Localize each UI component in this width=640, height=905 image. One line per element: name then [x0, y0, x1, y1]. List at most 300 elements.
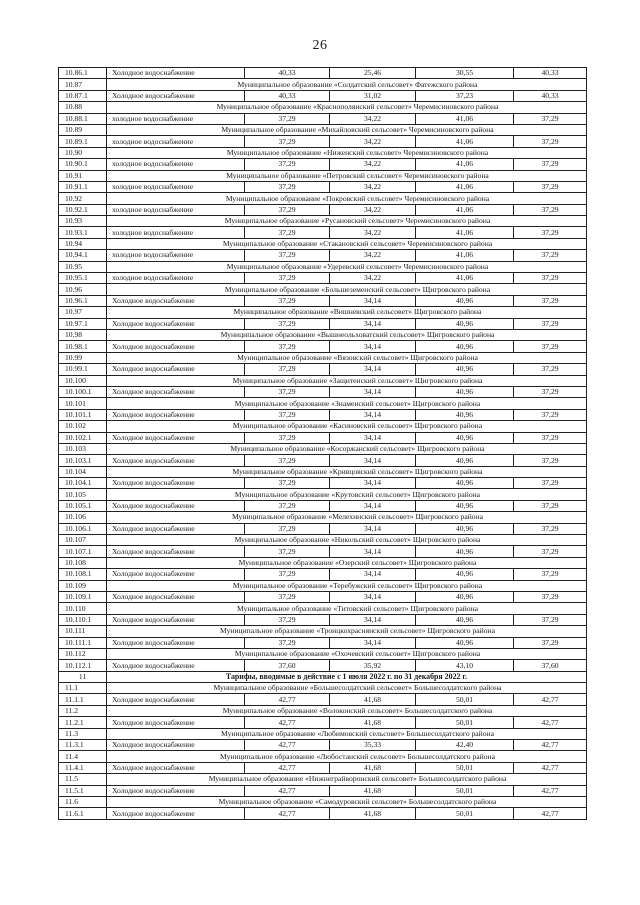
row-code: 11.1	[59, 683, 107, 694]
municipality-row	[59, 147, 587, 158]
tariff-value-2: 41,68	[330, 694, 416, 705]
tariff-value-3: 41,06	[416, 227, 514, 238]
tariff-value-3: 41,06	[416, 181, 514, 192]
municipality-row	[59, 375, 587, 386]
tariff-value-1: 42,77	[245, 694, 330, 705]
tariff-value-3: 50,01	[416, 694, 514, 705]
tariff-value-4: 37,29	[514, 546, 587, 557]
service-name: Холодное водоснабжение	[107, 68, 245, 79]
tariff-value-1: 37,29	[245, 500, 330, 511]
tariff-value-2: 34,14	[330, 432, 416, 443]
tariff-value-3: 40,96	[416, 409, 514, 420]
row-code: 10.107.1	[59, 546, 107, 557]
row-code: 11.2	[59, 705, 107, 716]
tariff-value-4: 37,29	[514, 204, 587, 215]
row-code: 10.92	[59, 193, 107, 204]
row-code: 10.104	[59, 466, 107, 477]
section-code: 11	[59, 671, 107, 682]
service-name: Холодное водоснабжение	[107, 295, 245, 306]
tariff-value-4: 42,77	[514, 808, 587, 819]
row-code: 10.97	[59, 307, 107, 318]
service-name: холодное водоснабжение	[107, 227, 245, 238]
tariff-value-2: 34,14	[330, 318, 416, 329]
tariff-row	[59, 295, 587, 306]
municipality-row	[59, 797, 587, 808]
service-name: холодное водоснабжение	[107, 250, 245, 261]
service-name: Холодное водоснабжение	[107, 455, 245, 466]
service-name: Холодное водоснабжение	[107, 740, 245, 751]
tariff-value-1: 37,29	[245, 478, 330, 489]
tariff-value-4: 37,29	[514, 432, 587, 443]
tariff-value-4: 37,29	[514, 136, 587, 147]
row-code: 10.95	[59, 261, 107, 272]
row-code: 10.87	[59, 79, 107, 90]
tariff-value-2: 34,14	[330, 364, 416, 375]
tariff-value-3: 30,55	[416, 68, 514, 79]
tariff-value-3: 40,96	[416, 523, 514, 534]
row-code: 10.101	[59, 398, 107, 409]
service-name: Холодное водоснабжение	[107, 478, 245, 489]
tariff-value-2: 34,14	[330, 409, 416, 420]
tariff-value-1: 37,29	[245, 364, 330, 375]
tariff-value-3: 40,96	[416, 364, 514, 375]
tariff-value-3: 41,06	[416, 113, 514, 124]
tariff-value-3: 40,96	[416, 500, 514, 511]
row-code: 10.96.1	[59, 295, 107, 306]
tariff-row	[59, 227, 587, 238]
row-code: 10.103	[59, 443, 107, 454]
row-code: 11.2.1	[59, 717, 107, 728]
municipality-name: Муниципальное образование «Любимовский сельсовет» Большесолдатского района	[107, 728, 587, 739]
row-code: 10.93	[59, 216, 107, 227]
service-name: холодное водоснабжение	[107, 113, 245, 124]
row-code: 10.102	[59, 421, 107, 432]
page-number: 26	[312, 38, 328, 53]
tariff-value-1: 37,29	[245, 591, 330, 602]
tariff-value-1: 42,77	[245, 740, 330, 751]
tariff-value-4: 37,29	[514, 523, 587, 534]
tariff-value-3: 42,40	[416, 740, 514, 751]
municipality-row	[59, 193, 587, 204]
tariff-value-3: 43,10	[416, 660, 514, 671]
row-code: 10.108	[59, 557, 107, 568]
tariff-value-4: 37,29	[514, 409, 587, 420]
tariff-value-4: 37,29	[514, 318, 587, 329]
tariff-value-2: 34,22	[330, 136, 416, 147]
row-code: 10.111.1	[59, 637, 107, 648]
tariff-value-2: 34,22	[330, 204, 416, 215]
tariff-value-1: 37,29	[245, 386, 330, 397]
tariff-row	[59, 808, 587, 819]
tariff-value-4: 37,29	[514, 455, 587, 466]
service-name: Холодное водоснабжение	[107, 523, 245, 534]
municipality-name: Муниципальное образование «Никольский сельсовет» Щигровского района	[107, 535, 587, 546]
service-name: Холодное водоснабжение	[107, 318, 245, 329]
tariff-value-3: 50,01	[416, 785, 514, 796]
service-name: Холодное водоснабжение	[107, 591, 245, 602]
tariff-value-2: 34,22	[330, 227, 416, 238]
row-code: 10.99	[59, 352, 107, 363]
municipality-name: Муниципальное образование «Озерский сельсовет» Щигровского района	[107, 557, 587, 568]
service-name: Холодное водоснабжение	[107, 546, 245, 557]
service-name: Холодное водоснабжение	[107, 432, 245, 443]
municipality-name: Муниципальное образование «Покровский сельсовет» Черемисиновского района	[107, 193, 587, 204]
municipality-row	[59, 728, 587, 739]
tariff-value-1: 37,29	[245, 113, 330, 124]
row-code: 10.90.1	[59, 159, 107, 170]
service-name: Холодное водоснабжение	[107, 409, 245, 420]
service-name: холодное водоснабжение	[107, 204, 245, 215]
tariff-value-4: 37,29	[514, 591, 587, 602]
section-title: Тарифы, вводимые в действие с 1 июля 2022 г. по 31 декабря 2022 г.	[107, 671, 587, 682]
row-code: 10.102.1	[59, 432, 107, 443]
row-code: 10.108.1	[59, 569, 107, 580]
tariff-value-2: 34,22	[330, 159, 416, 170]
municipality-name: Муниципальное образование «Большесолдатский сельсовет» Большесолдатского района	[107, 683, 587, 694]
section-header-row	[59, 671, 587, 682]
tariff-value-3: 41,06	[416, 159, 514, 170]
row-code: 11.5	[59, 774, 107, 785]
row-code: 10.100	[59, 375, 107, 386]
row-code: 10.105	[59, 489, 107, 500]
tariff-row	[59, 523, 587, 534]
tariff-row	[59, 90, 587, 101]
municipality-row	[59, 443, 587, 454]
tariff-table-body	[59, 68, 587, 820]
tariff-row	[59, 478, 587, 489]
tariff-value-4: 42,77	[514, 740, 587, 751]
municipality-name: Муниципальное образование «Касиновский сельсовет» Щигровского района	[107, 421, 587, 432]
municipality-row	[59, 307, 587, 318]
municipality-name: Муниципальное образование «Титовский сельсовет» Щигровского района	[107, 603, 587, 614]
tariff-value-1: 42,77	[245, 785, 330, 796]
tariff-value-2: 34,14	[330, 637, 416, 648]
municipality-row	[59, 102, 587, 113]
tariff-row	[59, 68, 587, 79]
service-name: Холодное водоснабжение	[107, 569, 245, 580]
municipality-row	[59, 466, 587, 477]
municipality-row	[59, 705, 587, 716]
row-code: 11.3.1	[59, 740, 107, 751]
tariff-value-4: 37,29	[514, 250, 587, 261]
tariff-value-3: 40,96	[416, 455, 514, 466]
municipality-row	[59, 421, 587, 432]
tariff-value-3: 37,23	[416, 90, 514, 101]
tariff-value-4: 37,29	[514, 341, 587, 352]
municipality-name: Муниципальное образование «Троицкохраснянский сельсовет» Щигровского района	[107, 626, 587, 637]
municipality-name: Муниципальное образование «Петровский сельсовет» Черемисиновского района	[107, 170, 587, 181]
tariff-value-3: 41,06	[416, 273, 514, 284]
municipality-row	[59, 751, 587, 762]
municipality-row	[59, 535, 587, 546]
tariff-value-3: 40,96	[416, 637, 514, 648]
row-code: 10.112	[59, 648, 107, 659]
municipality-row	[59, 124, 587, 135]
tariff-row	[59, 204, 587, 215]
row-code: 10.110	[59, 603, 107, 614]
municipality-name: Муниципальное образование «Волоконский сельсовет» Большесолдатского района	[107, 705, 587, 716]
tariff-row	[59, 113, 587, 124]
tariff-value-1: 40,33	[245, 68, 330, 79]
municipality-row	[59, 683, 587, 694]
row-code: 11.4	[59, 751, 107, 762]
municipality-name: Муниципальное образование «Кривцовский сельсовет» Щигровского района	[107, 466, 587, 477]
tariff-value-2: 35,33	[330, 740, 416, 751]
municipality-row	[59, 489, 587, 500]
row-code: 10.89	[59, 124, 107, 135]
row-code: 10.97.1	[59, 318, 107, 329]
tariff-value-2: 34,14	[330, 523, 416, 534]
tariff-value-1: 42,77	[245, 717, 330, 728]
tariff-value-1: 37,29	[245, 136, 330, 147]
tariff-value-4: 37,29	[514, 295, 587, 306]
tariff-row	[59, 762, 587, 773]
tariff-value-2: 41,68	[330, 762, 416, 773]
tariff-value-4: 42,77	[514, 762, 587, 773]
municipality-row	[59, 398, 587, 409]
tariff-value-3: 50,01	[416, 762, 514, 773]
row-code: 10.106	[59, 512, 107, 523]
tariff-value-3: 40,96	[416, 318, 514, 329]
municipality-name: Муниципальное образование «Крутовский сельсовет» Щигровского района	[107, 489, 587, 500]
tariff-value-1: 40,33	[245, 90, 330, 101]
tariff-table	[58, 67, 587, 820]
tariff-value-2: 34,14	[330, 500, 416, 511]
tariff-value-2: 34,22	[330, 273, 416, 284]
tariff-row	[59, 159, 587, 170]
municipality-name: Муниципальное образование «Теребужский сельсовет» Щигровского района	[107, 580, 587, 591]
tariff-value-4: 37,29	[514, 569, 587, 580]
row-code: 10.94.1	[59, 250, 107, 261]
row-code: 10.91	[59, 170, 107, 181]
service-name: Холодное водоснабжение	[107, 364, 245, 375]
row-code: 11.6	[59, 797, 107, 808]
tariff-value-2: 34,14	[330, 455, 416, 466]
tariff-value-1: 37,29	[245, 409, 330, 420]
municipality-name: Муниципальное образование «Русановский сельсовет» Черемисиновского района	[107, 216, 587, 227]
tariff-value-3: 40,96	[416, 432, 514, 443]
municipality-row	[59, 580, 587, 591]
row-code: 10.95.1	[59, 273, 107, 284]
row-code: 11.6.1	[59, 808, 107, 819]
tariff-value-4: 37,29	[514, 227, 587, 238]
tariff-value-3: 40,96	[416, 295, 514, 306]
row-code: 10.104.1	[59, 478, 107, 489]
row-code: 10.96	[59, 284, 107, 295]
tariff-row	[59, 637, 587, 648]
row-code: 10.112.1	[59, 660, 107, 671]
municipality-row	[59, 603, 587, 614]
row-code: 10.89.1	[59, 136, 107, 147]
service-name: Холодное водоснабжение	[107, 90, 245, 101]
municipality-name: Муниципальное образование «Ниженский сельсовет» Черемисиновского района	[107, 147, 587, 158]
tariff-value-3: 40,96	[416, 614, 514, 625]
row-code: 10.98.1	[59, 341, 107, 352]
tariff-value-1: 37,29	[245, 614, 330, 625]
row-code: 10.87.1	[59, 90, 107, 101]
tariff-value-2: 34,22	[330, 181, 416, 192]
tariff-value-3: 40,96	[416, 591, 514, 602]
municipality-name: Муниципальное образование «Большеземенский сельсовет» Щигровского района	[107, 284, 587, 295]
tariff-value-1: 37,60	[245, 660, 330, 671]
municipality-row	[59, 170, 587, 181]
tariff-value-4: 37,29	[514, 478, 587, 489]
tariff-value-4: 37,29	[514, 637, 587, 648]
tariff-value-2: 34,14	[330, 386, 416, 397]
tariff-row	[59, 409, 587, 420]
tariff-value-3: 41,06	[416, 204, 514, 215]
tariff-value-4: 42,77	[514, 785, 587, 796]
row-code: 10.86.1	[59, 68, 107, 79]
tariff-row	[59, 546, 587, 557]
tariff-value-4: 37,29	[514, 364, 587, 375]
tariff-value-1: 37,29	[245, 227, 330, 238]
tariff-value-1: 42,77	[245, 808, 330, 819]
tariff-row	[59, 341, 587, 352]
tariff-value-1: 37,29	[245, 273, 330, 284]
tariff-value-1: 37,29	[245, 637, 330, 648]
service-name: холодное водоснабжение	[107, 181, 245, 192]
row-code: 10.107	[59, 535, 107, 546]
municipality-row	[59, 79, 587, 90]
municipality-name: Муниципальное образование «Солдатский сельсовет» Фатежского района	[107, 79, 587, 90]
row-code: 10.100.1	[59, 386, 107, 397]
municipality-name: Муниципальное образование «Косоржанский сельсовет» Щигровского района	[107, 443, 587, 454]
municipality-name: Муниципальное образование «Защитенский сельсовет» Щигровского района	[107, 375, 587, 386]
tariff-value-1: 42,77	[245, 762, 330, 773]
municipality-row	[59, 512, 587, 523]
municipality-name: Муниципальное образование «Знаменский сельсовет» Щигровского района	[107, 398, 587, 409]
service-name: холодное водоснабжение	[107, 136, 245, 147]
tariff-value-2: 34,22	[330, 113, 416, 124]
tariff-value-1: 37,29	[245, 204, 330, 215]
tariff-value-2: 34,22	[330, 250, 416, 261]
row-code: 11.5.1	[59, 785, 107, 796]
row-code: 10.94	[59, 238, 107, 249]
tariff-row	[59, 694, 587, 705]
row-code: 10.110.1	[59, 614, 107, 625]
tariff-value-2: 34,14	[330, 295, 416, 306]
municipality-row	[59, 352, 587, 363]
tariff-value-3: 40,96	[416, 569, 514, 580]
service-name: холодное водоснабжение	[107, 273, 245, 284]
tariff-value-1: 37,29	[245, 341, 330, 352]
municipality-name: Муниципальное образование «Вышнеольховатский сельсовет» Щигровского района	[107, 329, 587, 340]
tariff-row	[59, 500, 587, 511]
tariff-value-2: 41,68	[330, 808, 416, 819]
municipality-name: Муниципальное образование «Вязовский сельсовет» Щигровского района	[107, 352, 587, 363]
row-code: 10.98	[59, 329, 107, 340]
row-code: 10.93.1	[59, 227, 107, 238]
service-name: Холодное водоснабжение	[107, 785, 245, 796]
row-code: 10.88	[59, 102, 107, 113]
row-code: 10.99.1	[59, 364, 107, 375]
tariff-row	[59, 660, 587, 671]
tariff-value-4: 37,29	[514, 113, 587, 124]
tariff-row	[59, 364, 587, 375]
municipality-row	[59, 216, 587, 227]
tariff-value-2: 34,14	[330, 569, 416, 580]
tariff-value-1: 37,29	[245, 546, 330, 557]
row-code: 11.3	[59, 728, 107, 739]
tariff-value-1: 37,29	[245, 523, 330, 534]
row-code: 11.1.1	[59, 694, 107, 705]
tariff-value-3: 50,01	[416, 717, 514, 728]
row-code: 10.101.1	[59, 409, 107, 420]
municipality-name: Муниципальное образование «Самодуровский сельсовет» Большесолдатского района	[107, 797, 587, 808]
row-code: 10.105.1	[59, 500, 107, 511]
tariff-value-2: 34,14	[330, 614, 416, 625]
tariff-value-1: 37,29	[245, 295, 330, 306]
municipality-row	[59, 626, 587, 637]
tariff-value-2: 34,14	[330, 341, 416, 352]
row-code: 10.111	[59, 626, 107, 637]
service-name: Холодное водоснабжение	[107, 660, 245, 671]
tariff-value-4: 37,29	[514, 614, 587, 625]
tariff-value-3: 40,96	[416, 478, 514, 489]
municipality-row	[59, 774, 587, 785]
municipality-name: Муниципальное образование «Мелехинский сельсовет» Щигровского района	[107, 512, 587, 523]
municipality-row	[59, 648, 587, 659]
tariff-value-2: 34,14	[330, 478, 416, 489]
tariff-value-4: 40,33	[514, 90, 587, 101]
row-code: 10.88.1	[59, 113, 107, 124]
tariff-value-4: 42,77	[514, 717, 587, 728]
municipality-name: Муниципальное образование «Любостанский сельсовет» Большесолдатского района	[107, 751, 587, 762]
service-name: Холодное водоснабжение	[107, 637, 245, 648]
tariff-row	[59, 250, 587, 261]
tariff-row	[59, 785, 587, 796]
tariff-value-1: 37,29	[245, 432, 330, 443]
tariff-value-3: 40,96	[416, 341, 514, 352]
row-code: 11.4.1	[59, 762, 107, 773]
tariff-row	[59, 318, 587, 329]
tariff-value-2: 25,46	[330, 68, 416, 79]
row-code: 10.106.1	[59, 523, 107, 534]
tariff-value-4: 37,29	[514, 159, 587, 170]
tariff-value-2: 35,92	[330, 660, 416, 671]
tariff-value-1: 37,29	[245, 318, 330, 329]
service-name: Холодное водоснабжение	[107, 717, 245, 728]
tariff-value-1: 37,29	[245, 569, 330, 580]
municipality-row	[59, 238, 587, 249]
municipality-name: Муниципальное образование «Михайловский сельсовет» Черемисиновского района	[107, 124, 587, 135]
tariff-value-1: 37,29	[245, 455, 330, 466]
tariff-value-3: 40,96	[416, 546, 514, 557]
row-code: 10.90	[59, 147, 107, 158]
tariff-value-3: 40,96	[416, 386, 514, 397]
tariff-value-1: 37,29	[245, 181, 330, 192]
tariff-value-3: 41,06	[416, 136, 514, 147]
service-name: Холодное водоснабжение	[107, 694, 245, 705]
municipality-name: Муниципальное образование «Удеревский сельсовет» Черемисиновского района	[107, 261, 587, 272]
municipality-row	[59, 261, 587, 272]
service-name: Холодное водоснабжение	[107, 341, 245, 352]
municipality-row	[59, 284, 587, 295]
tariff-row	[59, 740, 587, 751]
municipality-row	[59, 557, 587, 568]
tariff-row	[59, 614, 587, 625]
tariff-row	[59, 432, 587, 443]
tariff-value-3: 41,06	[416, 250, 514, 261]
service-name: Холодное водоснабжение	[107, 386, 245, 397]
tariff-row	[59, 569, 587, 580]
service-name: Холодное водоснабжение	[107, 614, 245, 625]
tariff-row	[59, 591, 587, 602]
row-code: 10.109.1	[59, 591, 107, 602]
tariff-value-4: 37,29	[514, 273, 587, 284]
tariff-row	[59, 455, 587, 466]
